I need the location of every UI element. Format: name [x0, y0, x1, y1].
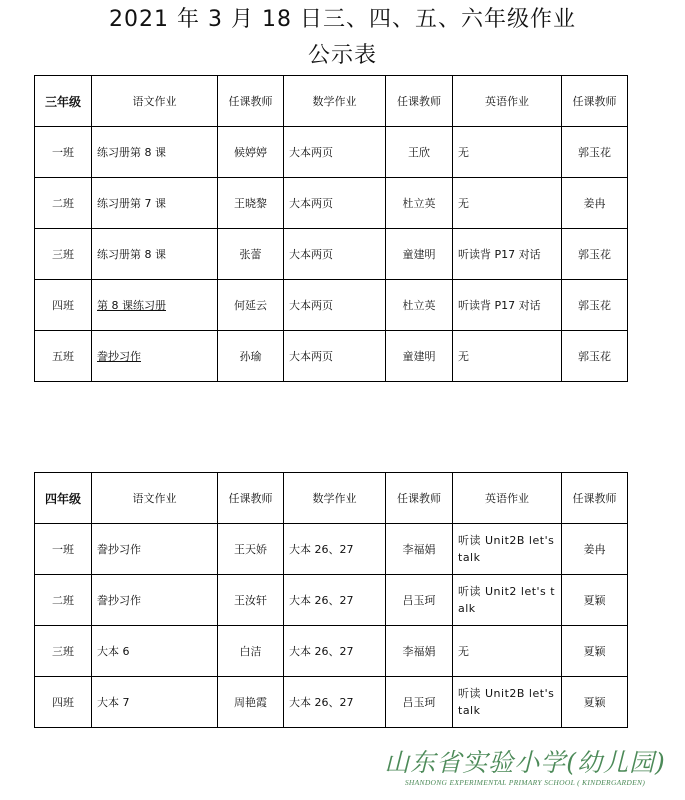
header-teacher: 任课教师 — [562, 473, 628, 524]
chinese-homework-cell: 练习册第 8 课 — [92, 229, 218, 280]
chinese-teacher-cell: 王天娇 — [218, 524, 284, 575]
math-homework-cell: 大本两页 — [284, 280, 386, 331]
table-row — [35, 280, 628, 331]
english-teacher-cell: 郭玉花 — [562, 229, 628, 280]
math-teacher-cell: 王欣 — [386, 127, 453, 178]
grade-label: 三年级 — [35, 76, 92, 127]
math-homework-cell: 大本 26、27 — [284, 524, 386, 575]
header-math: 数学作业 — [284, 76, 386, 127]
math-homework-cell: 大本两页 — [284, 331, 386, 382]
page-title: 2021 年 3 月 18 日三、四、五、六年级作业 — [109, 7, 576, 32]
english-teacher-cell: 郭玉花 — [562, 331, 628, 382]
english-teacher-cell: 郭玉花 — [562, 280, 628, 331]
english-homework-cell: 听读背 P17 对话 — [453, 280, 562, 331]
class-cell: 五班 — [35, 331, 92, 382]
chinese-homework-cell: 练习册第 7 课 — [92, 178, 218, 229]
math-teacher-cell: 童建明 — [386, 229, 453, 280]
english-teacher-cell: 夏颖 — [562, 626, 628, 677]
chinese-homework-cell: 誊抄习作 — [92, 331, 218, 382]
chinese-teacher-cell: 王晓黎 — [218, 178, 284, 229]
chinese-teacher-cell: 张蕾 — [218, 229, 284, 280]
english-teacher-cell: 郭玉花 — [562, 127, 628, 178]
school-name-chinese: 山东省实验小学(幼儿园) — [384, 748, 666, 777]
chinese-homework-cell: 练习册第 8 课 — [92, 127, 218, 178]
math-homework-cell: 大本 26、27 — [284, 626, 386, 677]
math-teacher-cell: 李福娟 — [386, 524, 453, 575]
grade4-homework-table — [34, 472, 628, 728]
chinese-homework-cell: 誊抄习作 — [92, 524, 218, 575]
class-cell: 一班 — [35, 524, 92, 575]
chinese-homework-cell: 第 8 课练习册 — [92, 280, 218, 331]
chinese-teacher-cell: 孙瑜 — [218, 331, 284, 382]
grade3-homework-table — [34, 75, 628, 382]
page-subtitle: 公示表 — [307, 43, 377, 68]
english-homework-cell: 无 — [453, 626, 562, 677]
english-teacher-cell: 姜冉 — [562, 524, 628, 575]
class-cell: 三班 — [35, 229, 92, 280]
english-homework-cell: 听读 Unit2B let's talk — [453, 524, 562, 575]
chinese-homework-cell: 大本 6 — [92, 626, 218, 677]
math-teacher-cell: 李福娟 — [386, 626, 453, 677]
math-homework-cell: 大本两页 — [284, 229, 386, 280]
english-homework-cell: 无 — [453, 178, 562, 229]
header-teacher: 任课教师 — [562, 76, 628, 127]
table-row — [35, 229, 628, 280]
chinese-teacher-cell: 何延云 — [218, 280, 284, 331]
header-chinese: 语文作业 — [92, 76, 218, 127]
english-homework-cell: 无 — [453, 127, 562, 178]
math-homework-cell: 大本两页 — [284, 127, 386, 178]
class-cell: 二班 — [35, 178, 92, 229]
math-teacher-cell: 童建明 — [386, 331, 453, 382]
header-teacher: 任课教师 — [386, 473, 453, 524]
math-homework-cell: 大本两页 — [284, 178, 386, 229]
class-cell: 三班 — [35, 626, 92, 677]
header-teacher: 任课教师 — [218, 76, 284, 127]
school-logo — [370, 748, 680, 787]
table-header-row — [35, 76, 628, 127]
header-chinese: 语文作业 — [92, 473, 218, 524]
math-teacher-cell: 吕玉珂 — [386, 677, 453, 728]
chinese-teacher-cell: 王汝轩 — [218, 575, 284, 626]
chinese-teacher-cell: 周艳霞 — [218, 677, 284, 728]
table-row — [35, 575, 628, 626]
header-english: 英语作业 — [453, 76, 562, 127]
english-homework-cell: 听读背 P17 对话 — [453, 229, 562, 280]
class-cell: 一班 — [35, 127, 92, 178]
table-row — [35, 524, 628, 575]
header-teacher: 任课教师 — [386, 76, 453, 127]
table-row — [35, 626, 628, 677]
chinese-teacher-cell: 白洁 — [218, 626, 284, 677]
class-cell: 二班 — [35, 575, 92, 626]
table-row — [35, 677, 628, 728]
header-math: 数学作业 — [284, 473, 386, 524]
english-homework-cell: 听读 Unit2 let's talk — [453, 575, 562, 626]
math-teacher-cell: 杜立英 — [386, 280, 453, 331]
math-homework-cell: 大本 26、27 — [284, 677, 386, 728]
chinese-homework-cell: 誊抄习作 — [92, 575, 218, 626]
math-teacher-cell: 吕玉珂 — [386, 575, 453, 626]
header-english: 英语作业 — [453, 473, 562, 524]
table-row — [35, 331, 628, 382]
table-header-row — [35, 473, 628, 524]
class-cell: 四班 — [35, 677, 92, 728]
chinese-homework-cell: 大本 7 — [92, 677, 218, 728]
class-cell: 四班 — [35, 280, 92, 331]
english-homework-cell: 无 — [453, 331, 562, 382]
english-teacher-cell: 姜冉 — [562, 178, 628, 229]
header-teacher: 任课教师 — [218, 473, 284, 524]
table-row — [35, 127, 628, 178]
english-homework-cell: 听读 Unit2B let's talk — [453, 677, 562, 728]
math-teacher-cell: 杜立英 — [386, 178, 453, 229]
grade-label: 四年级 — [35, 473, 92, 524]
chinese-teacher-cell: 候婷婷 — [218, 127, 284, 178]
english-teacher-cell: 夏颖 — [562, 677, 628, 728]
table-row — [35, 178, 628, 229]
school-name-english: SHANDONG EXPERIMENTAL PRIMARY SCHOOL ( KINDERGARDEN) — [404, 778, 646, 787]
math-homework-cell: 大本 26、27 — [284, 575, 386, 626]
english-teacher-cell: 夏颖 — [562, 575, 628, 626]
